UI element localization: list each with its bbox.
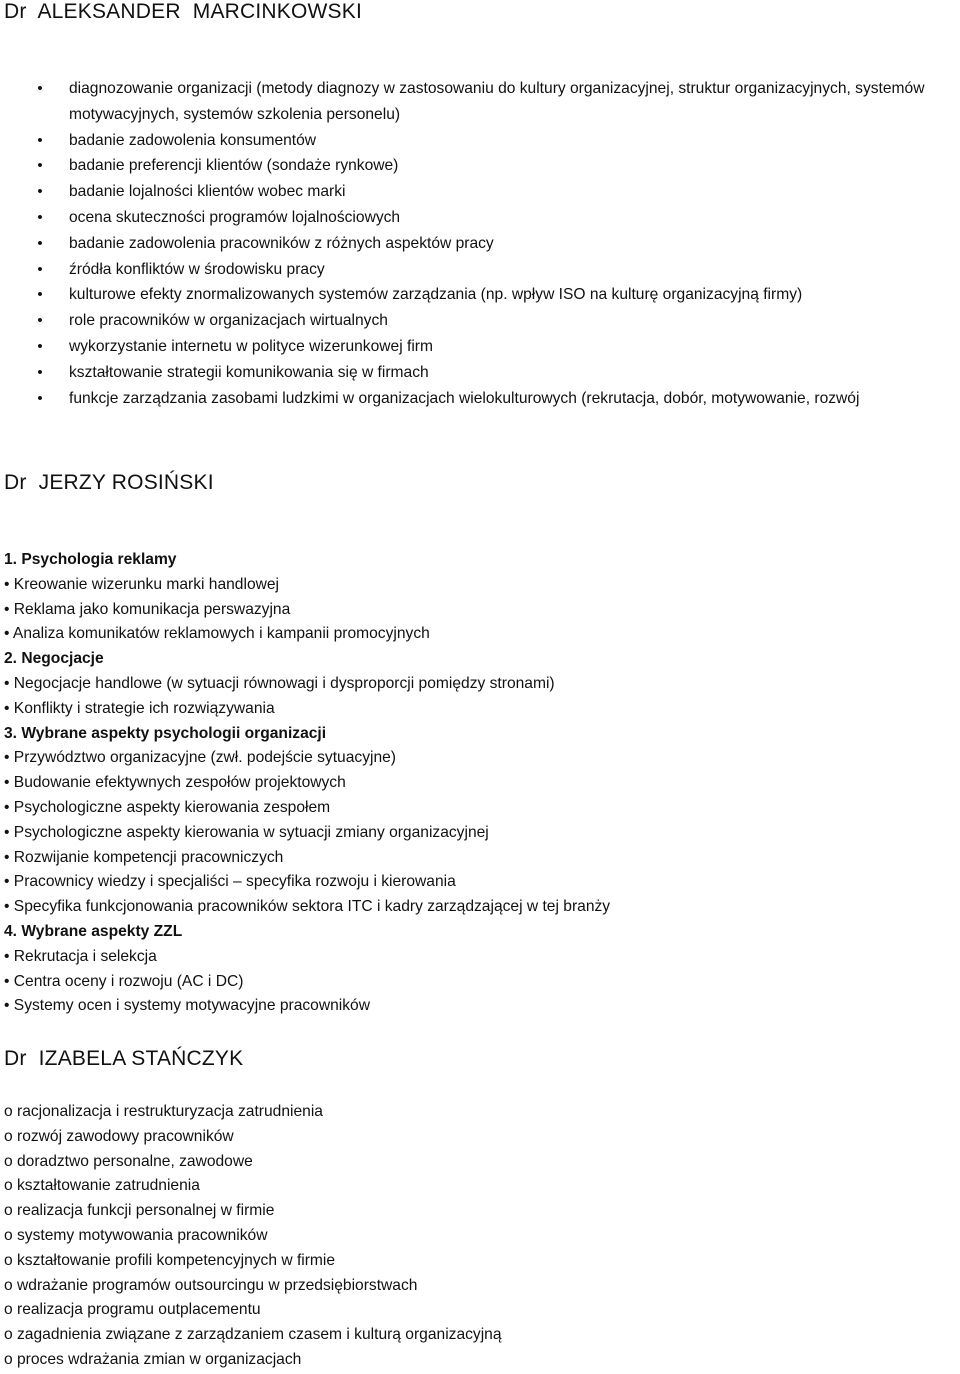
list-item: • Centra oceny i rozwoju (AC i DC) [4, 972, 244, 990]
list-item: • Kreowanie wizerunku marki handlowej [4, 575, 280, 593]
topic-title: 1. Psychologia reklamy [4, 551, 177, 568]
list-item-text: ocena skuteczności programów lojalnościowych [69, 208, 401, 226]
list-item-text: funkcje zarządzania zasobami ludzkimi w organizacjach wielokulturowych (rekrutacja, dobór, motywowanie, rozwój [69, 389, 860, 407]
list-item-text: role pracowników w organizacjach wirtualnych [69, 312, 388, 330]
list-item: o wdrażanie programów outsourcingu w przedsiębiorstwach [4, 1276, 418, 1294]
bullet-icon: • [37, 389, 43, 407]
list-item [0, 257, 960, 283]
bullet-icon: • [37, 234, 43, 252]
list-item: o realizacja funkcji personalnej w firmie [4, 1202, 275, 1220]
list-item: • Analiza komunikatów reklamowych i kampanii promocyjnych [4, 625, 430, 643]
list-item: o kształtowanie zatrudnienia [4, 1177, 200, 1195]
list-item [0, 282, 960, 308]
list-item-text: kulturowe efekty znormalizowanych systemów zarządzania (np. wpływ ISO na kulturę organizacyjną firmy) [69, 286, 803, 304]
list-item: o realizacja programu outplacementu [4, 1301, 261, 1319]
bullet-icon: • [37, 183, 43, 201]
bullet-icon: • [37, 260, 43, 278]
list-item: • Rozwijanie kompetencji pracowniczych [4, 848, 284, 866]
heading-izabela-stanczyk: Dr IZABELA STAŃCZYK [4, 1047, 244, 1070]
topic-title: 3. Wybrane aspekty psychologii organizacji [4, 724, 327, 742]
heading-jerzy-rosinski: Dr JERZY ROSIŃSKI [4, 471, 214, 494]
list-item: o zagadnienia związane z zarządzaniem czasem i kulturą organizacyjną [4, 1326, 502, 1344]
list-item-text: badanie zadowolenia konsumentów [69, 131, 317, 149]
list-item [0, 334, 960, 360]
list-item: o doradztwo personalne, zawodowe [4, 1152, 253, 1170]
list-item-text: wykorzystanie internetu w polityce wizerunkowej firm [69, 337, 433, 355]
list-item: • Budowanie efektywnych zespołów projektowych [4, 774, 346, 792]
topic-title: 4. Wybrane aspekty ZZL [4, 922, 183, 940]
heading-aleksander-marcinkowski: Dr ALEKSANDER MARCINKOWSKI [4, 0, 362, 23]
list-item: • Psychologiczne aspekty kierowania w sytuacji zmiany organizacyjnej [4, 823, 489, 841]
list-item [0, 360, 960, 386]
list-item-text: badanie zadowolenia pracowników z różnych aspektów pracy [69, 234, 494, 252]
list-item-text: badanie lojalności klientów wobec marki [69, 183, 346, 201]
list-item [0, 386, 960, 412]
list-item: • Pracownicy wiedzy i specjaliści – specyfika rozwoju i kierowania [4, 873, 456, 891]
bullet-icon: • [37, 131, 43, 149]
list-item [0, 308, 960, 334]
list-item: o kształtowanie profili kompetencyjnych w firmie [4, 1251, 336, 1269]
list-item: o systemy motywowania pracowników [4, 1226, 268, 1244]
list-item: • Przywództwo organizacyjne (zwł. podejście sytuacyjne) [4, 749, 396, 767]
list-item: o proces wdrażania zmian w organizacjach [4, 1350, 302, 1368]
marcinkowski-topic-list [0, 76, 960, 411]
list-item [0, 76, 960, 128]
bullet-icon: • [37, 337, 43, 355]
list-item: • Rekrutacja i selekcja [4, 947, 157, 965]
list-item [0, 128, 960, 154]
bullet-icon: • [37, 363, 43, 381]
list-item-text: diagnozowanie organizacji (metody diagnozy w zastosowaniu do kultury organizacyjnej, struktur organizacyjnych, systemów motywacyjnych, systemów szkolenia personelu) [69, 80, 925, 123]
list-item-text: kształtowanie strategii komunikowania się w firmach [69, 363, 429, 381]
list-item [0, 179, 960, 205]
list-item: • Specyfika funkcjonowania pracowników sektora ITC i kadry zarządzającej w tej branży [4, 898, 611, 916]
list-item-text: badanie preferencji klientów (sondaże rynkowe) [69, 157, 399, 175]
bullet-icon: • [37, 312, 43, 330]
rosinski-topic-list [4, 548, 954, 1019]
list-item [0, 153, 960, 179]
list-item: o racjonalizacja i restrukturyzacja zatrudnienia [4, 1103, 323, 1120]
topic-title: 2. Negocjacje [4, 650, 104, 668]
bullet-icon: • [37, 208, 43, 226]
list-item [0, 231, 960, 257]
list-item [0, 205, 960, 231]
stanczyk-topic-list [4, 1100, 954, 1373]
list-item-text: źródła konfliktów w środowisku pracy [69, 260, 325, 278]
list-item: • Reklama jako komunikacja perswazyjna [4, 600, 291, 618]
bullet-icon: • [37, 157, 43, 175]
bullet-icon: • [37, 286, 43, 304]
bullet-icon: • [37, 80, 43, 97]
list-item: o rozwój zawodowy pracowników [4, 1127, 234, 1145]
list-item: • Konflikty i strategie ich rozwiązywania [4, 699, 275, 717]
list-item: • Negocjacje handlowe (w sytuacji równowagi i dysproporcji pomiędzy stronami) [4, 674, 555, 692]
list-item: • Psychologiczne aspekty kierowania zespołem [4, 798, 331, 816]
list-item: • Systemy ocen i systemy motywacyjne pracowników [4, 997, 370, 1015]
